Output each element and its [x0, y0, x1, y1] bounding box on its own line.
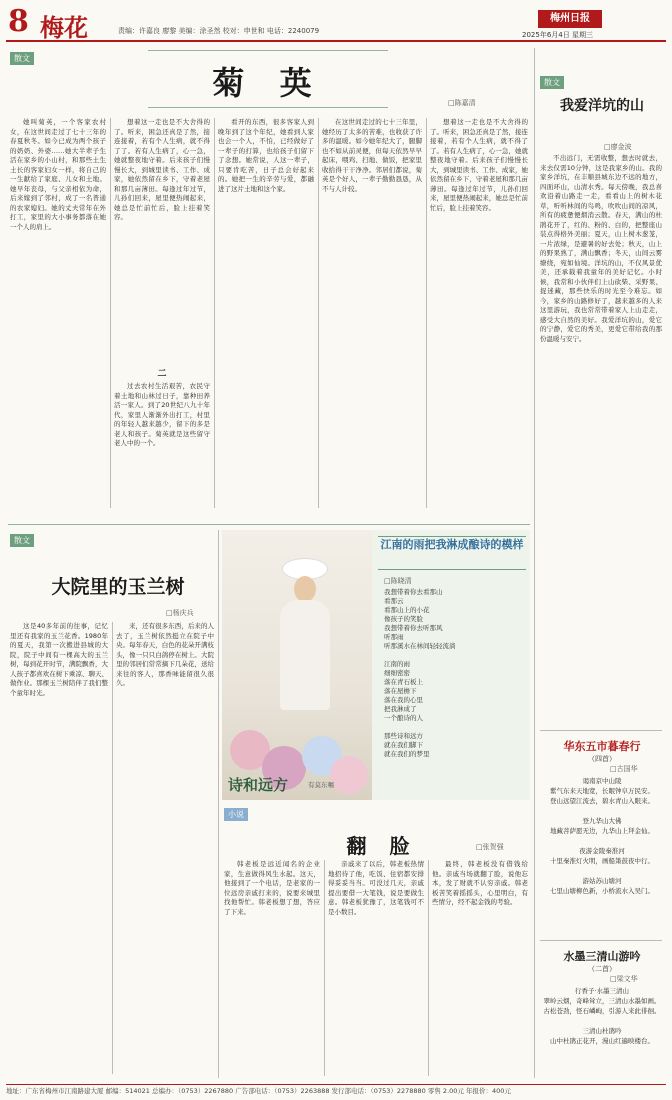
- divider: [218, 530, 219, 1078]
- article-magnolia: [8, 530, 218, 1080]
- section-number: 二: [157, 369, 167, 379]
- editor-credits: 责编：许嘉良 廖黎 美编：涂圣然 校对：申世和 电话：2240079: [118, 27, 320, 35]
- article-title: 翻 脸: [346, 834, 418, 858]
- poem-byline: □陈晓清: [384, 577, 412, 585]
- article-column: [430, 118, 528, 508]
- divider: [324, 860, 325, 1076]
- divider: [428, 860, 429, 1076]
- article-column: [114, 382, 210, 508]
- section-divider: [8, 524, 530, 525]
- byline: □梁文华: [610, 975, 638, 983]
- paragraph: 过去农村生活艰苦，农民守着土地和山林过日子，靠种田养活一家人。到了20世纪八九十年代，家里人渐渐外出打工，村里的年轻人越来越少，留下的多是老人和孩子。菊英就是这些留守老人中的一个。: [114, 382, 210, 447]
- article-title: 大院里的玉兰树: [51, 576, 185, 598]
- dress-shape: [280, 600, 330, 710]
- divider: [214, 118, 215, 508]
- article-column: [10, 622, 108, 1074]
- poem-subtitle: （二首）: [588, 965, 616, 973]
- article-title: 我爱洋坑的山: [560, 98, 644, 114]
- poem-title: 水墨三清山游吟: [563, 950, 641, 963]
- issue-date: 2025年6月4日 星期三: [522, 31, 593, 39]
- divider: [540, 730, 662, 731]
- byline: □廖金波: [604, 143, 632, 151]
- paragraph: 想着这一走也是不大舍得的了。听来，困急还真是了然，接连接着，若有个人生病，就不得了了。若有人生病了，心一急，她就整夜地守着。后来孩子们慢慢长大，到城里读书、工作、成家，她依然留在乡下，守着老屋和那几亩薄田。每逢过年过节，儿孙们回来，屋里便热闹起来，她总是忙前忙后，脸上挂着笑容。: [114, 118, 210, 221]
- footer-info: 地址：广东省梅州市江南路建大厦 邮编：514021 总编办：（0753）2267880 广告部电话：（0753）2263888 发行部电话：（0753）2278880 零售 2.00元 年报价：400元: [6, 1084, 666, 1096]
- divider: [540, 940, 662, 941]
- article-column: [540, 154, 662, 724]
- right-column: [538, 48, 666, 1078]
- divider: [534, 48, 535, 1078]
- flower-shape: [330, 756, 368, 794]
- divider: [110, 118, 111, 508]
- poem-feature: [222, 530, 530, 800]
- article-column: [224, 860, 320, 1076]
- poem-series-label: 江南的雨把我淋成酿诗的模样: [378, 536, 526, 570]
- byline: □陈嘉清: [448, 99, 476, 107]
- divider: [318, 118, 319, 508]
- divider: [112, 622, 113, 1074]
- section-tag-essay: 散文: [10, 52, 34, 65]
- paragraph: 看开的东西，很多客家人到晚年到了这个年纪，她看到人家也会一个人，不怕，已经做好了一辈子的打算，也给孩子们留下了念想。她常说，人这一辈子，只要肯吃苦，日子总会好起来的。她把一生的辛劳与爱，都融进了这片土地和这个家。: [218, 118, 314, 193]
- poem-lines: 我想带着你去看那山 看那云 看那山上的小花 像孩子的笑脸 我想带着你去听那风 听那雨 听那溪水在林间轻轻流淌 江南的雨 细细密密 落在青石板上 落在屋檐下 落在我的心里 把我淋成了 一个酿诗的人 那些诗和远方 就在我们脚下 就在我们的梦里: [384, 588, 456, 758]
- article-column: [432, 860, 528, 1076]
- article-column: [114, 118, 210, 360]
- page-number: 8: [8, 4, 29, 39]
- paragraph: 来，还有很多东西，后来的人去了，玉兰树依然挺立在院子中央。每年春天，白色的花朵开满枝头，像一只只白鸽停在树上。大院里的邻居们常常摘下几朵花，送给来往的客人，那香味能留很久很久。: [116, 622, 214, 687]
- article-column: [328, 860, 424, 1076]
- section-tag-essay: 散文: [540, 76, 564, 89]
- poem-note: 有莫东嘱: [308, 781, 334, 789]
- poem-stanzas: 行香子·水墨三清山 翠岭云烟，奇峰耸立，三清山水墨如画。 古松苍劲，怪石嶙峋，引游人来此徘徊。 三清山杜鹃吟 山中杜鹃正花开，漫山红遍映楼台。: [543, 987, 661, 1045]
- paragraph: 韩老板是远近闻名的企业家，生意做得风生水起。这天，他接到了一个电话，是老家的一位远房亲戚打来的，说要来城里找他帮忙。韩老板想了想，答应了下来。: [224, 860, 320, 916]
- article-column: [218, 118, 314, 508]
- newspaper-logo: 梅州日报: [538, 10, 602, 28]
- page-name: 梅花: [40, 13, 88, 42]
- paragraph: 她叫菊英，一个客家农村女，在这世间走过了七十三年的春夏秋冬。如今已成为两个孩子的奶奶、外婆……她大半辈子生活在家乡的小山村，和那些土生土长的客家妇女一样，将自己的一生献给了家庭、儿女和土地。她早年丧母，与父亲相依为命，后来嫁到了邻村，成了一名普通的农家媳妇。她的丈夫常年在外打工，家里的大小事务都落在她一个人的肩上。: [10, 118, 106, 231]
- face-shape: [294, 576, 316, 602]
- article-juying: [8, 48, 530, 518]
- poem-subtitle: （四首）: [588, 755, 616, 763]
- paragraph: 亲戚来了以后，韩老板热情地招待了他，吃饭、住宿都安排得妥妥当当。可没过几天，亲戚提出要借一大笔钱，说是要做生意。韩老板犹豫了，这笔钱可不是小数目。: [328, 860, 424, 916]
- section-tag-fiction: 小说: [224, 808, 248, 821]
- paragraph: 在这世间走过的七十三年里，她经历了太多的苦难，也收获了许多的温暖。如今她年纪大了，腿脚也不如从前灵便，但每天依然早早起床，喂鸡、扫地、做饭，把家里收拾得干干净净。邻居们都说，菊英是个好人，一辈子勤勤恳恳，从不与人计较。: [322, 118, 422, 193]
- article-column: [10, 118, 106, 508]
- paragraph: 最终，韩老板没有借钱给他。亲戚当场就翻了脸，说他忘本，发了财就不认穷亲戚。韩老板苦笑着摇摇头，心里明白，有些情分，经不起金钱的考验。: [432, 860, 528, 906]
- byline: □古国华: [610, 765, 638, 773]
- article-column: [322, 118, 422, 508]
- poem-stanzas: 谒南京中山陵 紫气东来天地宽，长眠钟阜万民安。 登山远望江流去，碧水青山入眼来。 登九华山大佛 地藏菩萨愿无边，九华山上拜金仙。 夜游金陵秦淮河 十里秦淮灯火明，画船箫鼓夜中行。 游姑苏山塘河 七里山塘柳色新，小桥流水入吴门。: [550, 777, 654, 895]
- girl-with-flowers-photo: [222, 530, 372, 800]
- masthead: [6, 4, 666, 42]
- article-column: [116, 622, 214, 1074]
- paragraph: 想着这一走也是不大舍得的了。听来，困急还真是了然，接连接着，若有个人生病，就不得了了。若有人生病了，心一急，她就整夜地守着。后来孩子们慢慢长大，到城里读书、工作、成家，她依然留在乡下，守着老屋和那几亩薄田。每逢过年过节，儿孙们回来，屋里便热闹起来，她总是忙前忙后，脸上挂着笑容。: [430, 118, 528, 212]
- poem-title: 诗和远方: [228, 776, 289, 794]
- paragraph: 不出远门，无需收整，想去时就去，来去仅需10分钟，这是我家乡的山。我的家乡洋坑，在丰顺县城东边不远的地方，四面环山，山清水秀。每天傍晚，我总喜欢沿着山路走一走，看看山上的树木花草，听听林间的鸟鸣，吹吹山间的凉风，所有的疲惫便烟消云散。春天，满山的杜鹃花开了，红的、粉的、白的，把整座山装点得格外美丽；夏天，山上树木葱茏，一片浓绿，是避暑的好去处；秋天，山上的野果熟了，满山飘香；冬天，山间云雾缭绕，宛如仙境。洋坑的山，不仅风景优美，还承载着我童年的美好记忆。小时候，我常和小伙伴们上山砍柴、采野果、捉迷藏，那些快乐的时光至今难忘。如今，家乡的山路修好了，越来越多的人来这里游玩，我也常常带着家人上山走走，感受大自然的美好。我爱洋坑的山，爱它的宁静，爱它的秀美，更爱它带给我的那份温暖与安宁。: [540, 154, 662, 343]
- article-fallout: [222, 806, 530, 1080]
- byline: □杨庆兵: [166, 609, 194, 617]
- poem-title: 华东五市暮春行: [563, 740, 641, 753]
- byline: □张贺强: [476, 843, 504, 851]
- section-tag-essay: 散文: [10, 534, 34, 547]
- divider: [426, 118, 427, 508]
- paragraph: 这是40多年前的往事，记忆里还有我家的玉兰花香。1980年的夏天，我第一次搬进县城的大院，院子中间有一棵高大的玉兰树，每到花开时节，满院飘香，大人孩子都喜欢在树下乘凉、聊天、做作业。那棵玉兰树陪伴了我们整个童年时光。: [10, 622, 108, 697]
- article-title: 菊 英: [212, 64, 324, 102]
